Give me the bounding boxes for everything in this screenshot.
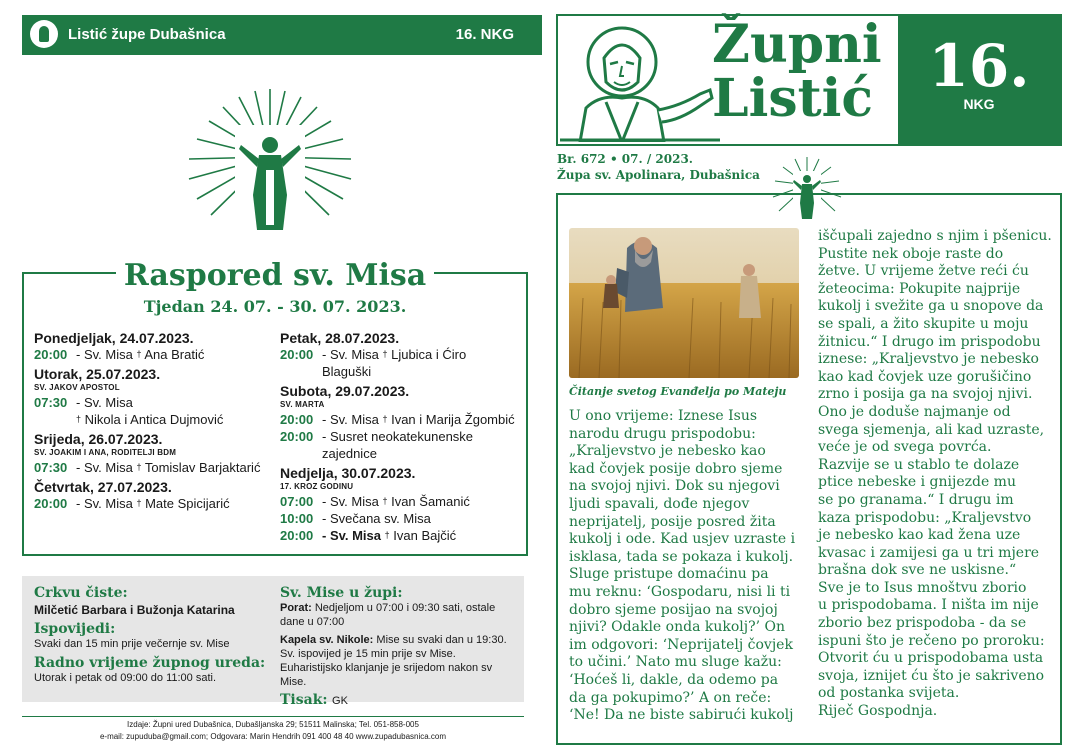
gospel-line: kukolj i svežite ga u snopove da [818,298,1044,315]
gospel-caption: Čitanje svetog Evanđelja po Mateju [569,385,787,398]
gospel-line: Ono je doduše najmanje od [818,403,1011,420]
schedule-column-left [34,327,269,512]
gospel-line: na svojoj njivi. Dok su njegovi [569,478,780,495]
gospel-line: U ono vrijeme: Iznese Isus [569,408,758,424]
gospel-line: od postanka svijeta. [818,685,960,702]
gospel-line: veće je od svega povrća. [818,439,992,456]
gospel-line: Razvije se u stablo te dolaze [818,456,1020,473]
gospel-line: „Kraljevstvo je nebesko kao [569,443,766,460]
christ-rays-illustration [175,85,365,235]
wheat-field-painting [569,228,799,378]
kapela-text: Kapela sv. Nikole: Mise su svaki dan u 19:30. Sv. ispovijed je 15 min prije sv Mise. Euharistijsko klanjanje je srijedom nakon sv Mise. [280,634,507,688]
day-feast: SV. JOAKIM I ANA, RODITELJI BDM [34,448,177,457]
gospel-line: se po granama.“ I drugu im [818,491,1014,508]
gospel-line: ljudi spavali, dođe njegov [569,495,750,512]
gospel-line: žeteocima: Pokupite najprije [818,280,1021,297]
mass-intention: † Nikola i Antica Dujmović [76,412,224,427]
gospel-line: to učini.’ Nato mu sluge kažu: [569,654,782,671]
confession-heading: Ispovijedi: [34,621,116,637]
mass-row: 20:00 - Sv. Misa † Ivan i Marija Žgombić [280,412,515,427]
mass-row: 20:00 - Sv. Misa † Mate Spicijarić [34,496,230,511]
gospel-text-right [818,228,1054,721]
gospel-line: Pustite nek oboje raste do [818,245,1004,262]
day-title: Srijeda, 26.07.2023. [34,431,163,447]
gospel-line: ptice nebeske i gnijezde mu [818,474,1016,491]
day-title: Subota, 29.07.2023. [280,383,410,399]
mass-row: 07:30 - Sv. Misa † Tomislav Barjaktarić [34,460,261,475]
left-header-title: Listić župe Dubašnica [68,26,226,43]
gospel-line: ‘Ne! Da ne biste sabirući kukolj [569,707,794,724]
left-header-issue: 16. NKG [455,26,514,43]
mass-row: 20:00 - Sv. Misa † Ivan Bajčić [280,528,457,543]
gospel-line: Sluge pristupe domaćinu pa [569,566,769,583]
masses-heading: Sv. Mise u župi: [280,585,403,601]
day-title: Nedjelja, 30.07.2023. [280,465,416,481]
gospel-line: svega sjemenja, ali kad uzraste, [818,421,1045,438]
cleaning-heading: Crkvu čiste: [34,585,128,601]
issue-number-box [898,14,1060,146]
saint-apolinar-illustration [560,18,720,142]
day-feast: SV. MARTA [280,400,325,409]
gospel-line: brašna dok sve ne uskisne.“ [818,562,1017,579]
day-title: Ponedjeljak, 24.07.2023. [34,330,194,346]
mass-row: 20:00 - Susret neokatekunenske zajednice [280,429,474,461]
issue-nkg: NKG [963,96,995,112]
gospel-line: da ga pokupimo?’ A on reče: [569,689,772,706]
masthead-title: Župni Listić [712,14,882,129]
gospel-line: svoja, iznijet ću što je sakriveno [818,667,1045,684]
gospel-line: žitnicu.“ I drugo im prispodobu [818,333,1041,350]
gospel-line: žetve. U vrijeme žetve reći ću [818,263,1029,280]
gospel-line: mu reknu: ‘Gospodaru, nisi li ti [569,583,791,600]
issue-number: 16. [928,32,1030,100]
gospel-line: iščupali zajedno s njim i pšenicu. [818,228,1052,244]
mass-row: 20:00 - Sv. Misa † Ljubica i Ćiro Blaguški [280,347,467,379]
gospel-line: Riječ Gospodnja. [818,703,938,720]
mass-row: 07:00 - Sv. Misa † Ivan Šamanić [280,494,470,509]
office-heading: Radno vrijeme župnog ureda: [34,655,266,671]
schedule-column-right [280,327,515,544]
gospel-line: Otvorit ću u prispodobama usta [818,650,1044,667]
gospel-line: kaza prispodobu: „Kraljevstvo [818,509,1032,526]
imprint-line: Izdaje: Župni ured Dubašnica, Dubašljanska 29; 51511 Malinska; Tel. 051-858-005 [127,720,419,729]
day-title: Utorak, 25.07.2023. [34,366,161,382]
gospel-line: njivi? Odakle onda kukolj?’ On [569,619,785,636]
issue-info: Br. 672 • 07. / 2023. Župa sv. Apolinara, Dubašnica [557,152,760,182]
imprint [22,716,524,743]
gospel-line: ‘Hoćeš li, dakle, da odemo pa [569,671,779,688]
schedule-week: Tjedan 24. 07. - 30. 07. 2023. [143,297,407,316]
day-title: Petak, 28.07.2023. [280,330,400,346]
mass-row: 20:00 - Sv. Misa † Ana Bratić [34,347,205,362]
gospel-line: se spali, a žito skupite u moju [818,315,1029,332]
info-box [22,576,524,708]
gospel-line: kao kad čovjek uze gorušičino [818,368,1032,385]
gospel-line: neprijatelj, posije posred žita [569,513,776,530]
gospel-line: zrno i posija ga na svojoj njivi. [818,386,1033,403]
office-text: Utorak i petak od 09:00 do 11:00 sati. [34,672,217,684]
day-feast: SV. JAKOV APOSTOL [34,383,120,392]
saint-logo-icon [30,20,58,48]
day-feast: 17. KROZ GODINU [280,482,354,491]
day-title: Četvrtak, 27.07.2023. [34,479,172,495]
mass-row: 10:00 - Svečana sv. Misa [280,511,431,526]
gospel-line: isklasa, tada se pokaza i kukolj. [569,548,794,565]
gospel-line: zborio bez prispodoba - da se [818,615,1027,632]
gospel-line: Sve je to Isus mnoštvu zborio [818,579,1027,596]
cleaning-names: Milčetić Barbara i Bužonja Katarina [34,603,235,617]
gospel-line: dobro sjeme posijao na svojoj [569,601,778,618]
mass-row: 07:30 - Sv. Misa [34,395,133,410]
gospel-text-left [569,408,809,725]
gospel-line: iznese: „Kraljevstvo je nebesko [818,351,1039,368]
gospel-line: narodu drugu prispodobu: [569,425,756,442]
gospel-line: kvasac i zamijesi ga u tri mjere [818,544,1040,561]
gospel-line: im odgovori: ‘Neprijatelj čovjek [569,636,793,653]
gospel-line: kukolj i ode. Kad usjev uzraste i [569,531,796,548]
tisak-text: Tisak: GK [280,692,348,708]
left-page-header [22,15,542,55]
gospel-line: ispuni što je rečeno po proroku: [818,632,1045,649]
gospel-line: u prispodobama. I ništa im nije [818,597,1039,614]
confession-text: Svaki dan 15 min prije večernje sv. Mise [34,638,230,650]
imprint-line: e-mail: zupuduba@gmail.com; Odgovara: Marin Hendrih 091 400 48 40 www.zupadubasnica.com [99,732,447,741]
schedule-title: Raspored sv. Misa [22,258,528,293]
gospel-line: je nebesko kao kad žena uze [818,527,1021,544]
porat-text: Porat: Nedjeljom u 07:00 i 09:30 sati, ostale dane u 07:00 [280,602,496,628]
gospel-line: kad čovjek posije dobro sjeme [569,460,783,477]
